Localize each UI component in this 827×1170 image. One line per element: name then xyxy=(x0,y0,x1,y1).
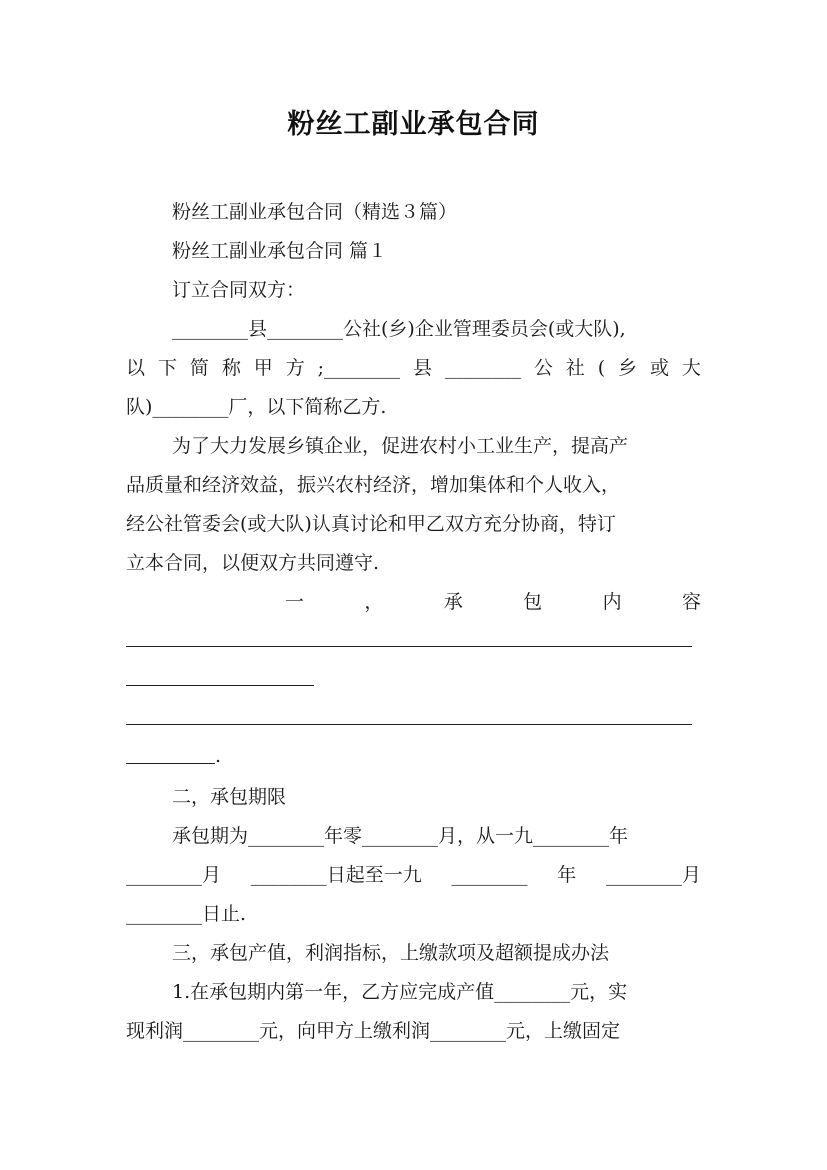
party-a-line: ________县________公社(乡)企业管理委员会(或大队), xyxy=(172,318,626,340)
text-span: ________月 xyxy=(126,864,222,886)
text-span: 称 xyxy=(221,357,241,379)
blank-line xyxy=(126,763,215,764)
text-span: 年 xyxy=(557,864,577,886)
section-2-heading: 二，承包期限 xyxy=(172,786,287,808)
text-span: ( xyxy=(597,357,606,379)
text-span: ________日起至一九 xyxy=(250,864,422,886)
text-span: 甲 xyxy=(253,357,273,379)
text-span: ， xyxy=(364,591,384,613)
text-span: ;________ xyxy=(317,357,401,379)
party-b-line: 队)________厂，以下简称乙方. xyxy=(126,396,387,418)
section-3-heading: 三，承包产值，利润指标，上缴款项及超额提成办法 xyxy=(172,942,610,964)
party-a-abbr-line xyxy=(126,355,701,381)
preamble-line-3: 经公社管委会(或大队)认真讨论和甲乙双方充分协商，特订 xyxy=(126,513,616,535)
text-span: ________ xyxy=(451,864,528,886)
preamble-line-2: 品质量和经济效益，振兴农村经济，增加集体和个人收入， xyxy=(126,474,621,496)
text-span: 公 xyxy=(533,357,553,379)
term-line-2 xyxy=(126,862,701,888)
text-span: 以 xyxy=(126,357,146,379)
section-1-heading xyxy=(285,589,701,615)
document-title: 粉丝工副业承包合同 xyxy=(287,109,540,140)
text-span: 或 xyxy=(649,357,669,379)
term-line-1: 承包期为________年零________月，从一九________年 xyxy=(172,825,629,847)
text-span: 包 xyxy=(523,591,543,613)
preamble-line-1: 为了大力发展乡镇企业，促进农村小工业生产，提高产 xyxy=(172,435,629,457)
text-span: ________ xyxy=(444,357,521,379)
blank-line xyxy=(126,646,692,647)
term-line-3: ________日止. xyxy=(126,903,247,925)
text-span: 方 xyxy=(285,357,305,379)
subtitle-part-1: 粉丝工副业承包合同 篇１ xyxy=(172,240,388,262)
text-span: 大 xyxy=(681,357,701,379)
text-span: 乡 xyxy=(618,357,638,379)
text-span: 承 xyxy=(443,591,463,613)
blank-line xyxy=(126,685,314,686)
text-span: 下 xyxy=(157,357,177,379)
text-span: 一 xyxy=(285,591,305,613)
text-span: ________月 xyxy=(605,864,701,886)
text-span: 内 xyxy=(602,591,622,613)
text-span: 县 xyxy=(412,357,432,379)
text-span: 简 xyxy=(189,357,209,379)
clause-1-line-1: 1.在承包期内第一年，乙方应完成产值________元，实 xyxy=(172,981,628,1003)
blank-line xyxy=(126,724,692,725)
clause-1-line-2: 现利润________元，向甲方上缴利润________元，上缴固定 xyxy=(126,1020,621,1042)
parties-heading: 订立合同双方： xyxy=(172,279,306,301)
period-mark: . xyxy=(215,745,222,767)
subtitle-selection: 粉丝工副业承包合同（精选３篇） xyxy=(172,201,458,223)
text-span: 容 xyxy=(681,591,701,613)
preamble-line-4: 立本合同，以便双方共同遵守. xyxy=(126,552,380,574)
text-span: 社 xyxy=(565,357,585,379)
